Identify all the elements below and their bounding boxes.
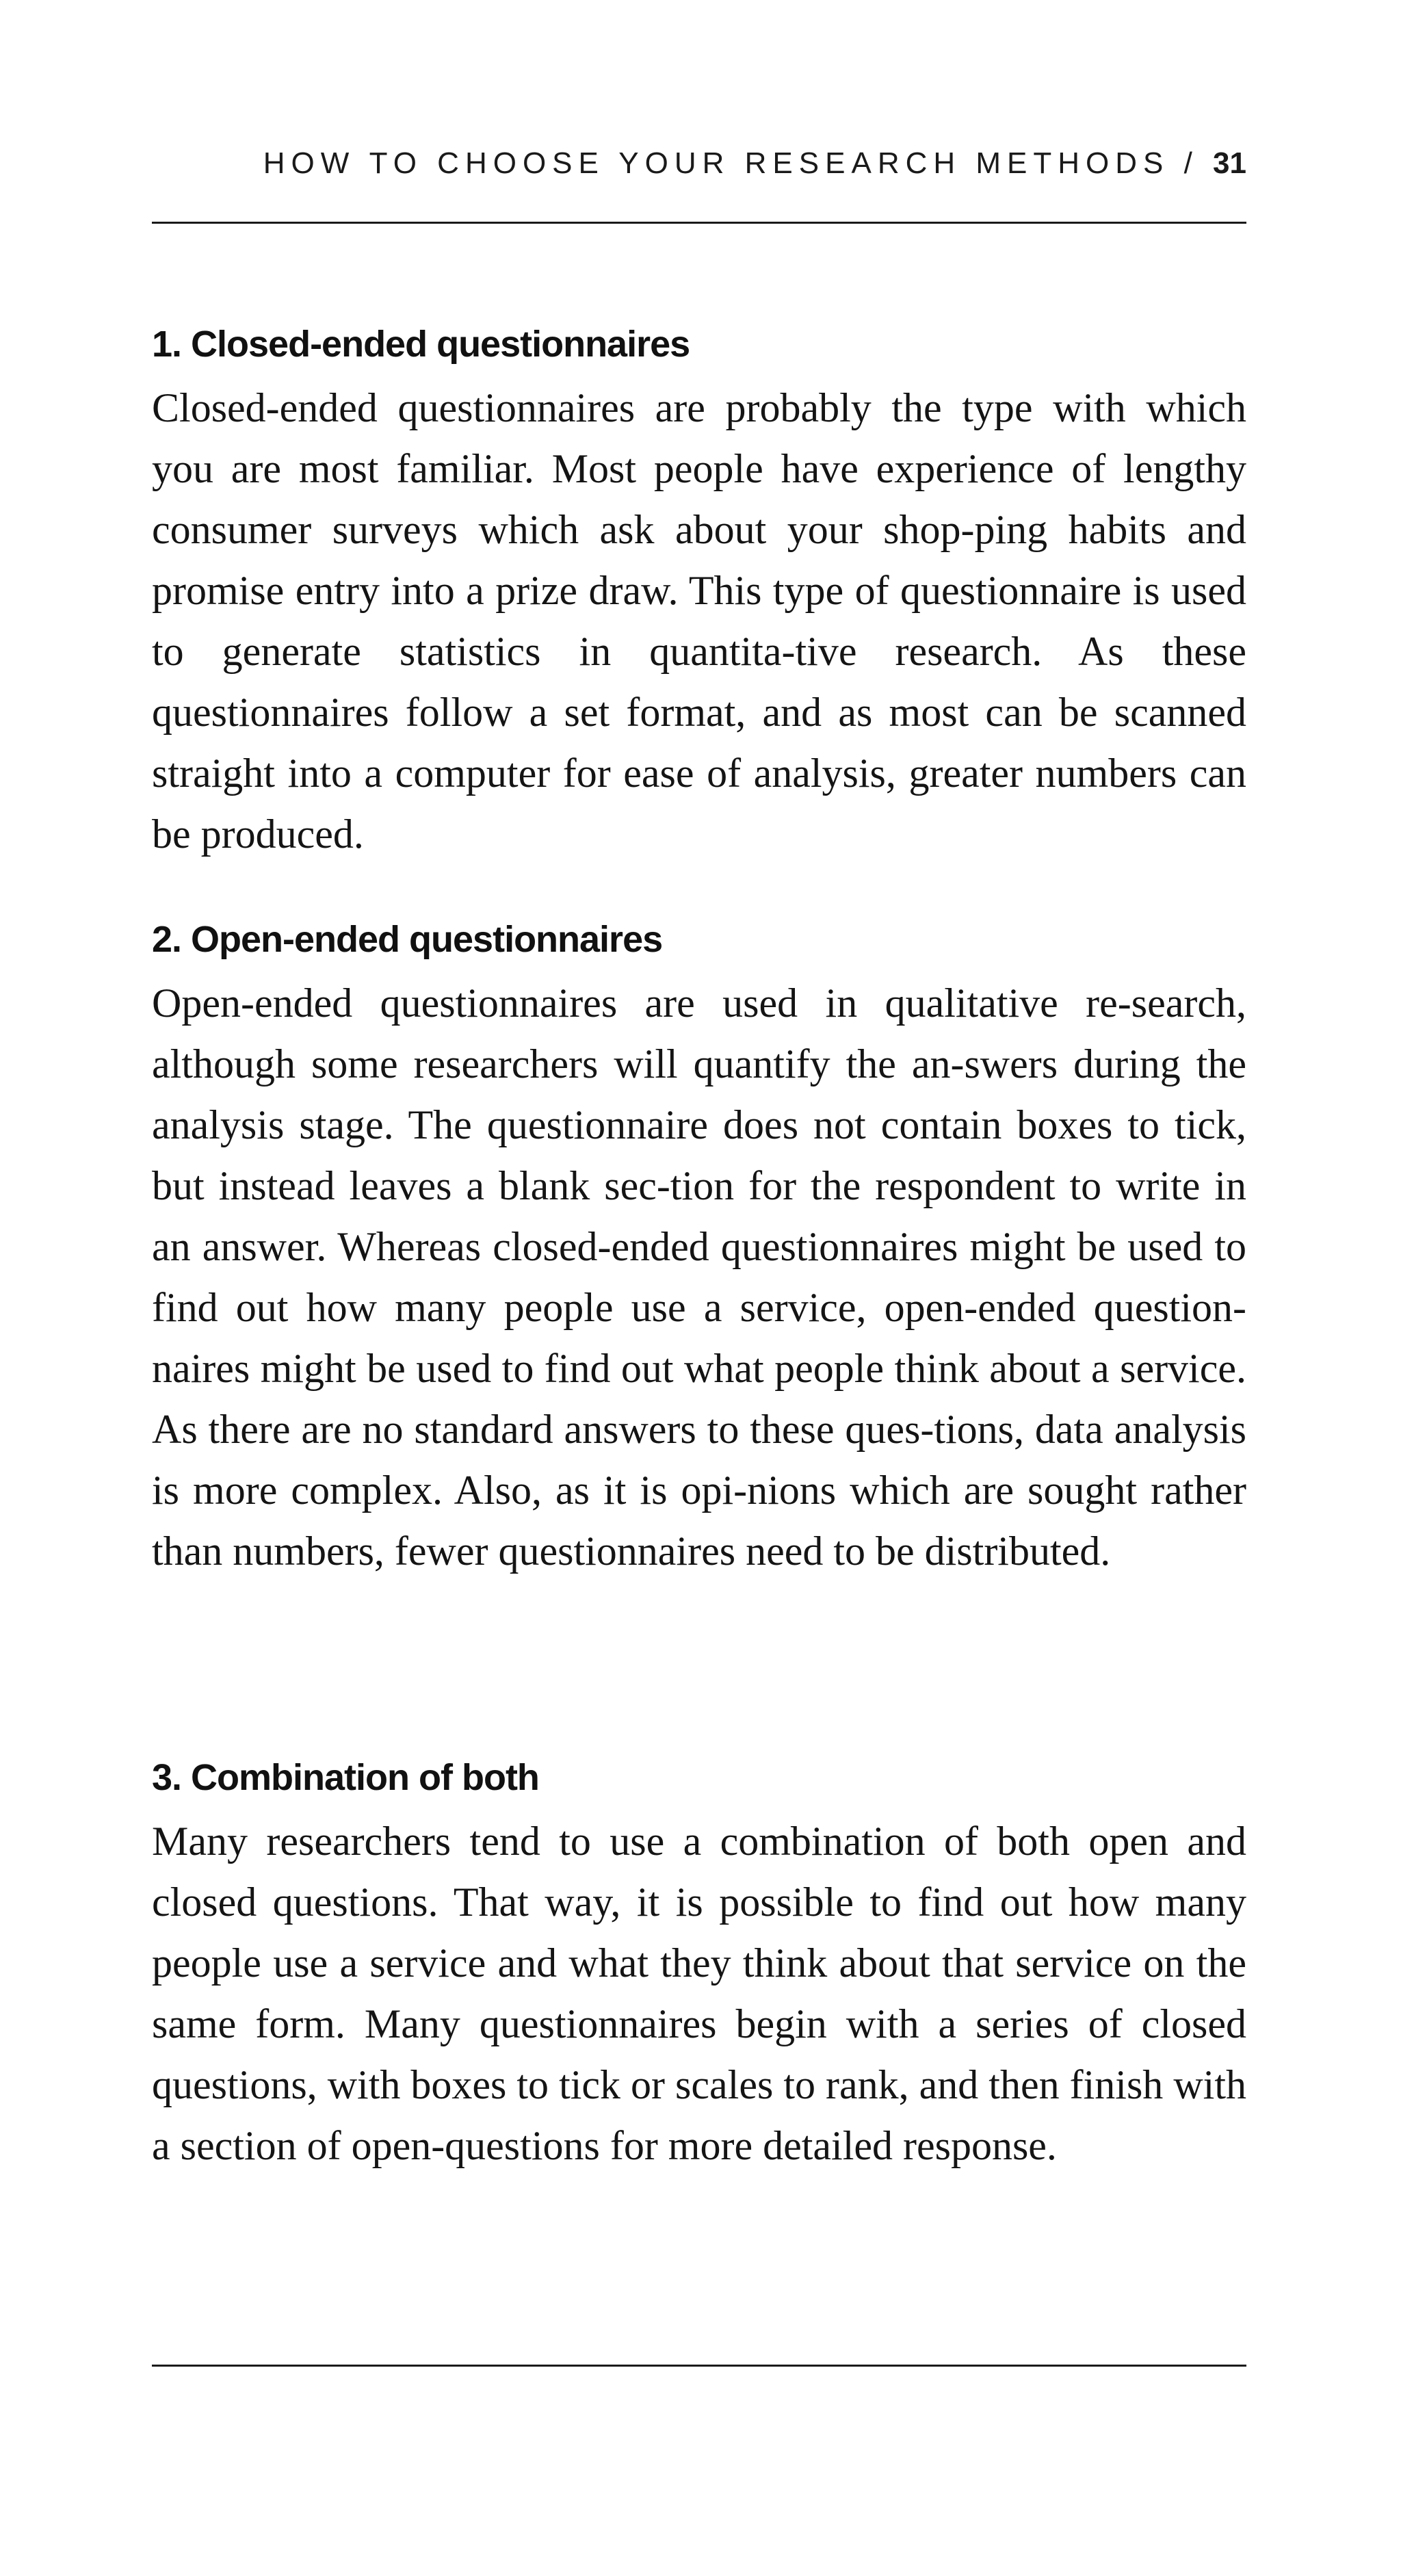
section-closed-ended [152, 322, 1246, 865]
section-body: Many researchers tend to use a combination of both open and closed questions. That way, it is possible to find out how many people use a service and what they think about that service on the same form. Many questionnaires begin with a series of closed questions, with boxes to tick or scales to rank, and then finish with a section of open-questions for more detailed response. [152, 1819, 1246, 2168]
header-rule [152, 222, 1246, 224]
page-number: 31 [1213, 146, 1246, 180]
section-open-ended [152, 917, 1246, 1582]
section-body: Open-ended questionnaires are used in qualitative re-search, although some researchers will quantify the an-swers during the analysis stage. The questionnaire does not contain boxes to tick, but instead leaves a blank sec-tion for the respondent to write in an answer. Whereas closed-ended questionnaires might be used to find out how many people use a service, open-ended question-naires might be used to find out what people think about a service. As there are no standard answers to these ques-tions, data analysis is more complex. Also, as it is opi-nions which are sought rather than numbers, fewer questionnaires need to be distributed. [152, 980, 1246, 1574]
section-body: Closed-ended questionnaires are probably the type with which you are most familiar. Most people have experience of lengthy consumer surveys which ask about your shop-ping habits and promise entry into a prize draw. This type of questionnaire is used to generate statistics in quantita-tive research. As these questionnaires follow a set format, and as most can be scanned straight into a computer for ease of analysis, greater numbers can be produced. [152, 385, 1246, 857]
running-header [263, 146, 1246, 181]
running-title: HOW TO CHOOSE YOUR RESEARCH METHODS / [263, 146, 1214, 180]
footer-rule [152, 2365, 1246, 2367]
section-heading: 1. Closed-ended questionnaires [152, 324, 690, 365]
section-combination [152, 1755, 1246, 2176]
book-page [152, 0, 1246, 2576]
section-heading: 3. Combination of both [152, 1757, 539, 1798]
section-heading: 2. Open-ended questionnaires [152, 919, 663, 960]
